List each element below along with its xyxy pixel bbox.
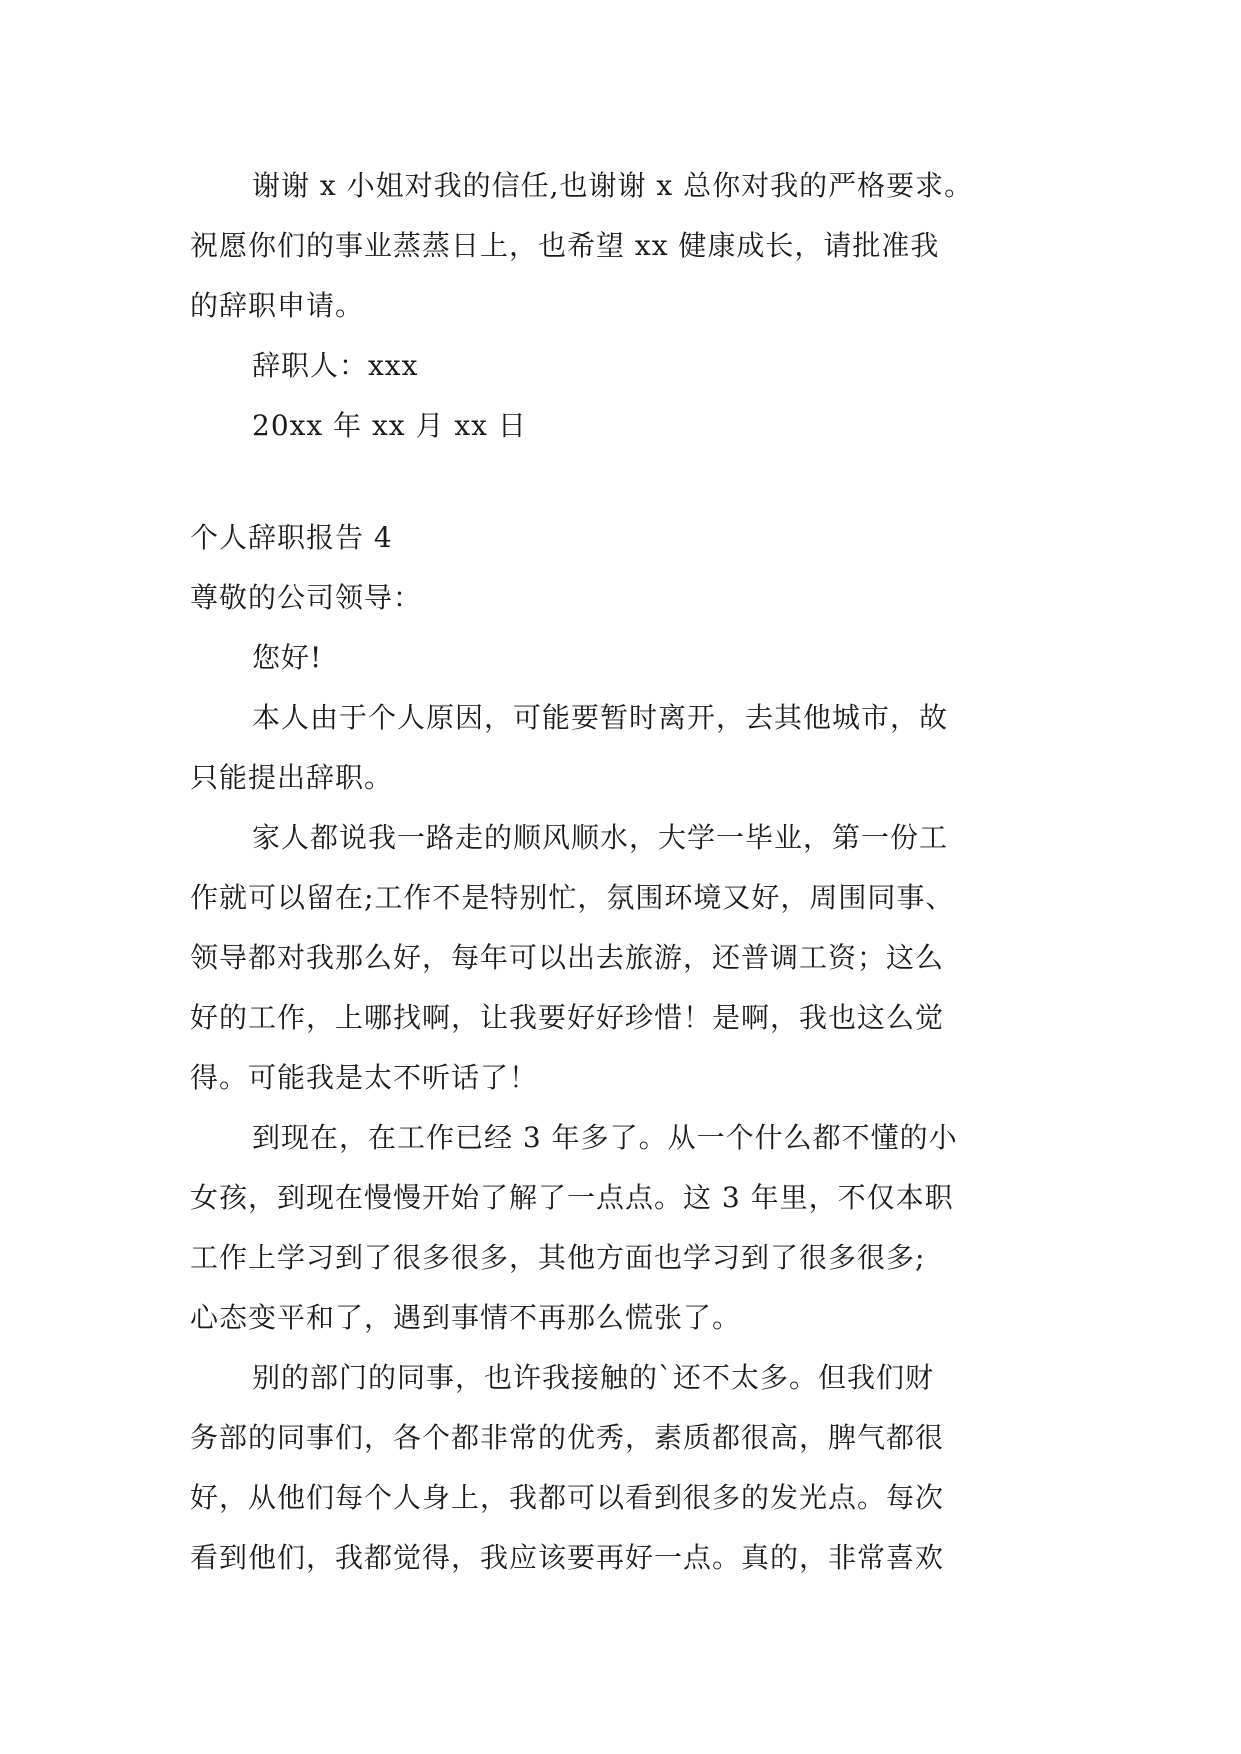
salutation: 尊敬的公司领导： — [190, 581, 423, 614]
paragraph-line: 女孩，到现在慢慢开始了解了一点点。这 3 年里，不仅本职 — [190, 1181, 954, 1214]
paragraph-line: 谢谢 x 小姐对我的信任,也谢谢 x 总你对我的严格要求。 — [252, 169, 974, 202]
paragraph-line: 别的部门的同事，也许我接触的`还不太多。但我们财 — [252, 1361, 935, 1394]
paragraph-line: 好的工作，上哪找啊，让我要好好珍惜！是啊，我也这么觉 — [190, 1001, 945, 1034]
paragraph-line: 务部的同事们，各个都非常的优秀，素质都很高，脾气都很 — [190, 1421, 945, 1454]
paragraph-line: 本人由于个人原因，可能要暂时离开，去其他城市，故 — [252, 701, 949, 734]
greeting: 您好! — [252, 641, 323, 674]
paragraph-line: 工作上学习到了很多很多，其他方面也学习到了很多很多; — [190, 1241, 926, 1274]
paragraph-line: 到现在，在工作已经 3 年多了。从一个什么都不懂的小 — [252, 1121, 958, 1154]
paragraph-line: 心态变平和了，遇到事情不再那么慌张了。 — [190, 1301, 742, 1334]
paragraph-line: 家人都说我一路走的顺风顺水，大学一毕业，第一份工 — [252, 821, 949, 854]
paragraph-line: 只能提出辞职。 — [190, 761, 394, 794]
paragraph-line: 看到他们，我都觉得，我应该要再好一点。真的，非常喜欢 — [190, 1541, 945, 1574]
paragraph-line: 的辞职申请。 — [190, 289, 365, 322]
paragraph-line: 得。可能我是太不听话了！ — [190, 1061, 539, 1094]
paragraph-line: 祝愿你们的事业蒸蒸日上，也希望 xx 健康成长，请批准我 — [190, 229, 940, 262]
paragraph-line: 好，从他们每个人身上，我都可以看到很多的发光点。每次 — [190, 1481, 945, 1514]
section-title: 个人辞职报告 4 — [190, 521, 393, 554]
paragraph-line: 领导都对我那么好，每年可以出去旅游，还普调工资；这么 — [190, 941, 945, 974]
date-line: 20xx 年 xx 月 xx 日 — [252, 409, 527, 442]
paragraph-line: 作就可以留在;工作不是特别忙，氛围环境又好，周围同事、 — [190, 881, 955, 914]
signature-line: 辞职人：xxx — [252, 349, 419, 382]
